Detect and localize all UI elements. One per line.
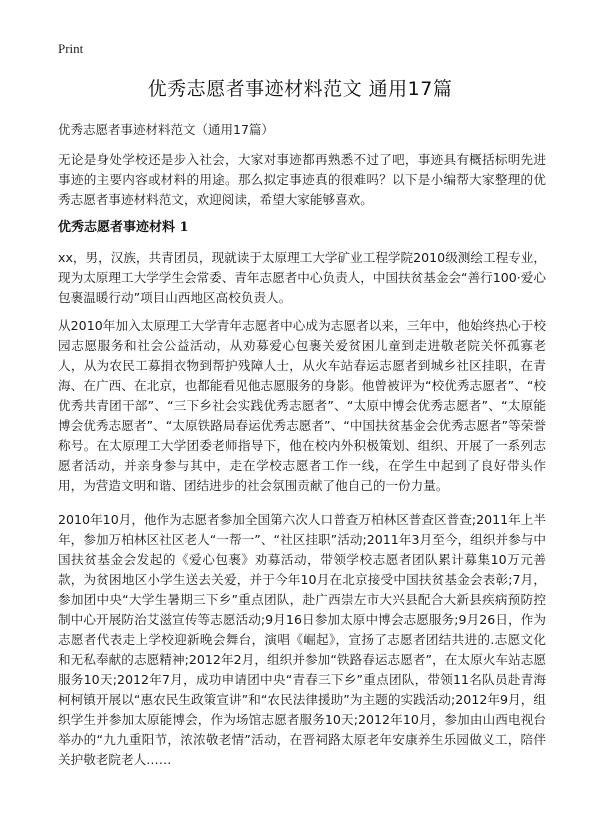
document-subtitle: 优秀志愿者事迹材料范文（通用17篇） — [58, 122, 274, 137]
body-paragraph-1: xx，男，汉族，共青团员，现就读于太原理工大学矿业工程学院2010级测绘工程专业，现为太原理工大学学生会常委、青年志愿者中心负责人，中国扶贫基金会“善行100·爱心包裹温暖行动”项目山西地区高校负责人。 — [58, 250, 546, 305]
page-title: 优秀志愿者事迹材料范文 通用17篇 — [147, 78, 453, 100]
print-link[interactable]: Print — [58, 41, 84, 56]
body-paragraph-3: 2010年10月，他作为志愿者参加全国第六次人口普查万柏林区普查区普查;2011年上半年，参加万柏林区社区老人“一帮一”、“社区挂职”活动;2011年3月至今，组织并参与中国扶贫基金会发起的《爱心包裹》劝募活动，带领学校志愿者团队累计募集10万元善款，为贫困地区小学生送去关爱，并于今年10月在北京接受中国扶贫基金会表彰;7月，参加团中央“大学生暑期三下乡”重点团队，赴广西崇左市大兴县配合大新县疾病预防控制中心开展防治艾滋宣传等志愿活动;9月16日参加太原中博会志愿服务;9月26日，作为志愿者代表走上学校迎新晚会舞台，演唱《崛起》，宣扬了志愿者团结共进的.志愿文化和无私奉献的志愿精神;2012年2月，组织并参加“铁路春运志愿者”，在太原火车站志愿服务10天;2012年7月，成功申请团中央“青春三下乡”重点团队，带领11名队员赴青海柯柯镇开展以“惠农民生政策宣讲”和“农民法律援助”为主题的实践活动;2012年9月，组织学生并参加太原能博会，作为场馆志愿者服务10天;2012年10月，参加由山西电视台举办的“九九重阳节，浓浓敬老情”活动，在晋祠路太原老年安康养生乐园做义工，陪伴关护敬老院老人…… — [58, 512, 546, 767]
intro-paragraph: 无论是身处学校还是步入社会，大家对事迹都再熟悉不过了吧，事迹具有概括标明先进事迹的主要内容或材料的用途。那么拟定事迹真的很难吗？以下是小编帮大家整理的优秀志愿者事迹材料范文，欢迎阅读，希望大家能够喜欢。 — [58, 152, 546, 207]
section-heading: 优秀志愿者事迹材料 1 — [58, 220, 189, 235]
body-paragraph-2: 从2010年加入太原理工大学青年志愿者中心成为志愿者以来，三年中，他始终热心于校园志愿服务和社会公益活动，从劝募爱心包裹关爱贫困儿童到走进敬老院关怀孤寡老人，从为农民工募捐衣物到帮护残障人士，从火车站春运志愿者到城乡社区挂职，在青海、在广西、在北京，也都能看见他志愿服务的身影。他曾被评为“校优秀志愿者”、“校优秀共青团干部”、“三下乡社会实践优秀志愿者”、“太原中博会优秀志愿者”、“太原能博会优秀志愿者”、“太原铁路局春运优秀志愿者”、“中国扶贫基金会优秀志愿者”等荣誉称号。在太原理工大学团委老师指导下，他在校内外积极策划、组织、开展了一系列志愿者活动，并亲身参与其中，走在学校志愿者工作一线，在学生中起到了良好带头作用，为营造文明和谐、团结进步的社会氛围贡献了他自己的一份力量。 — [58, 318, 546, 493]
